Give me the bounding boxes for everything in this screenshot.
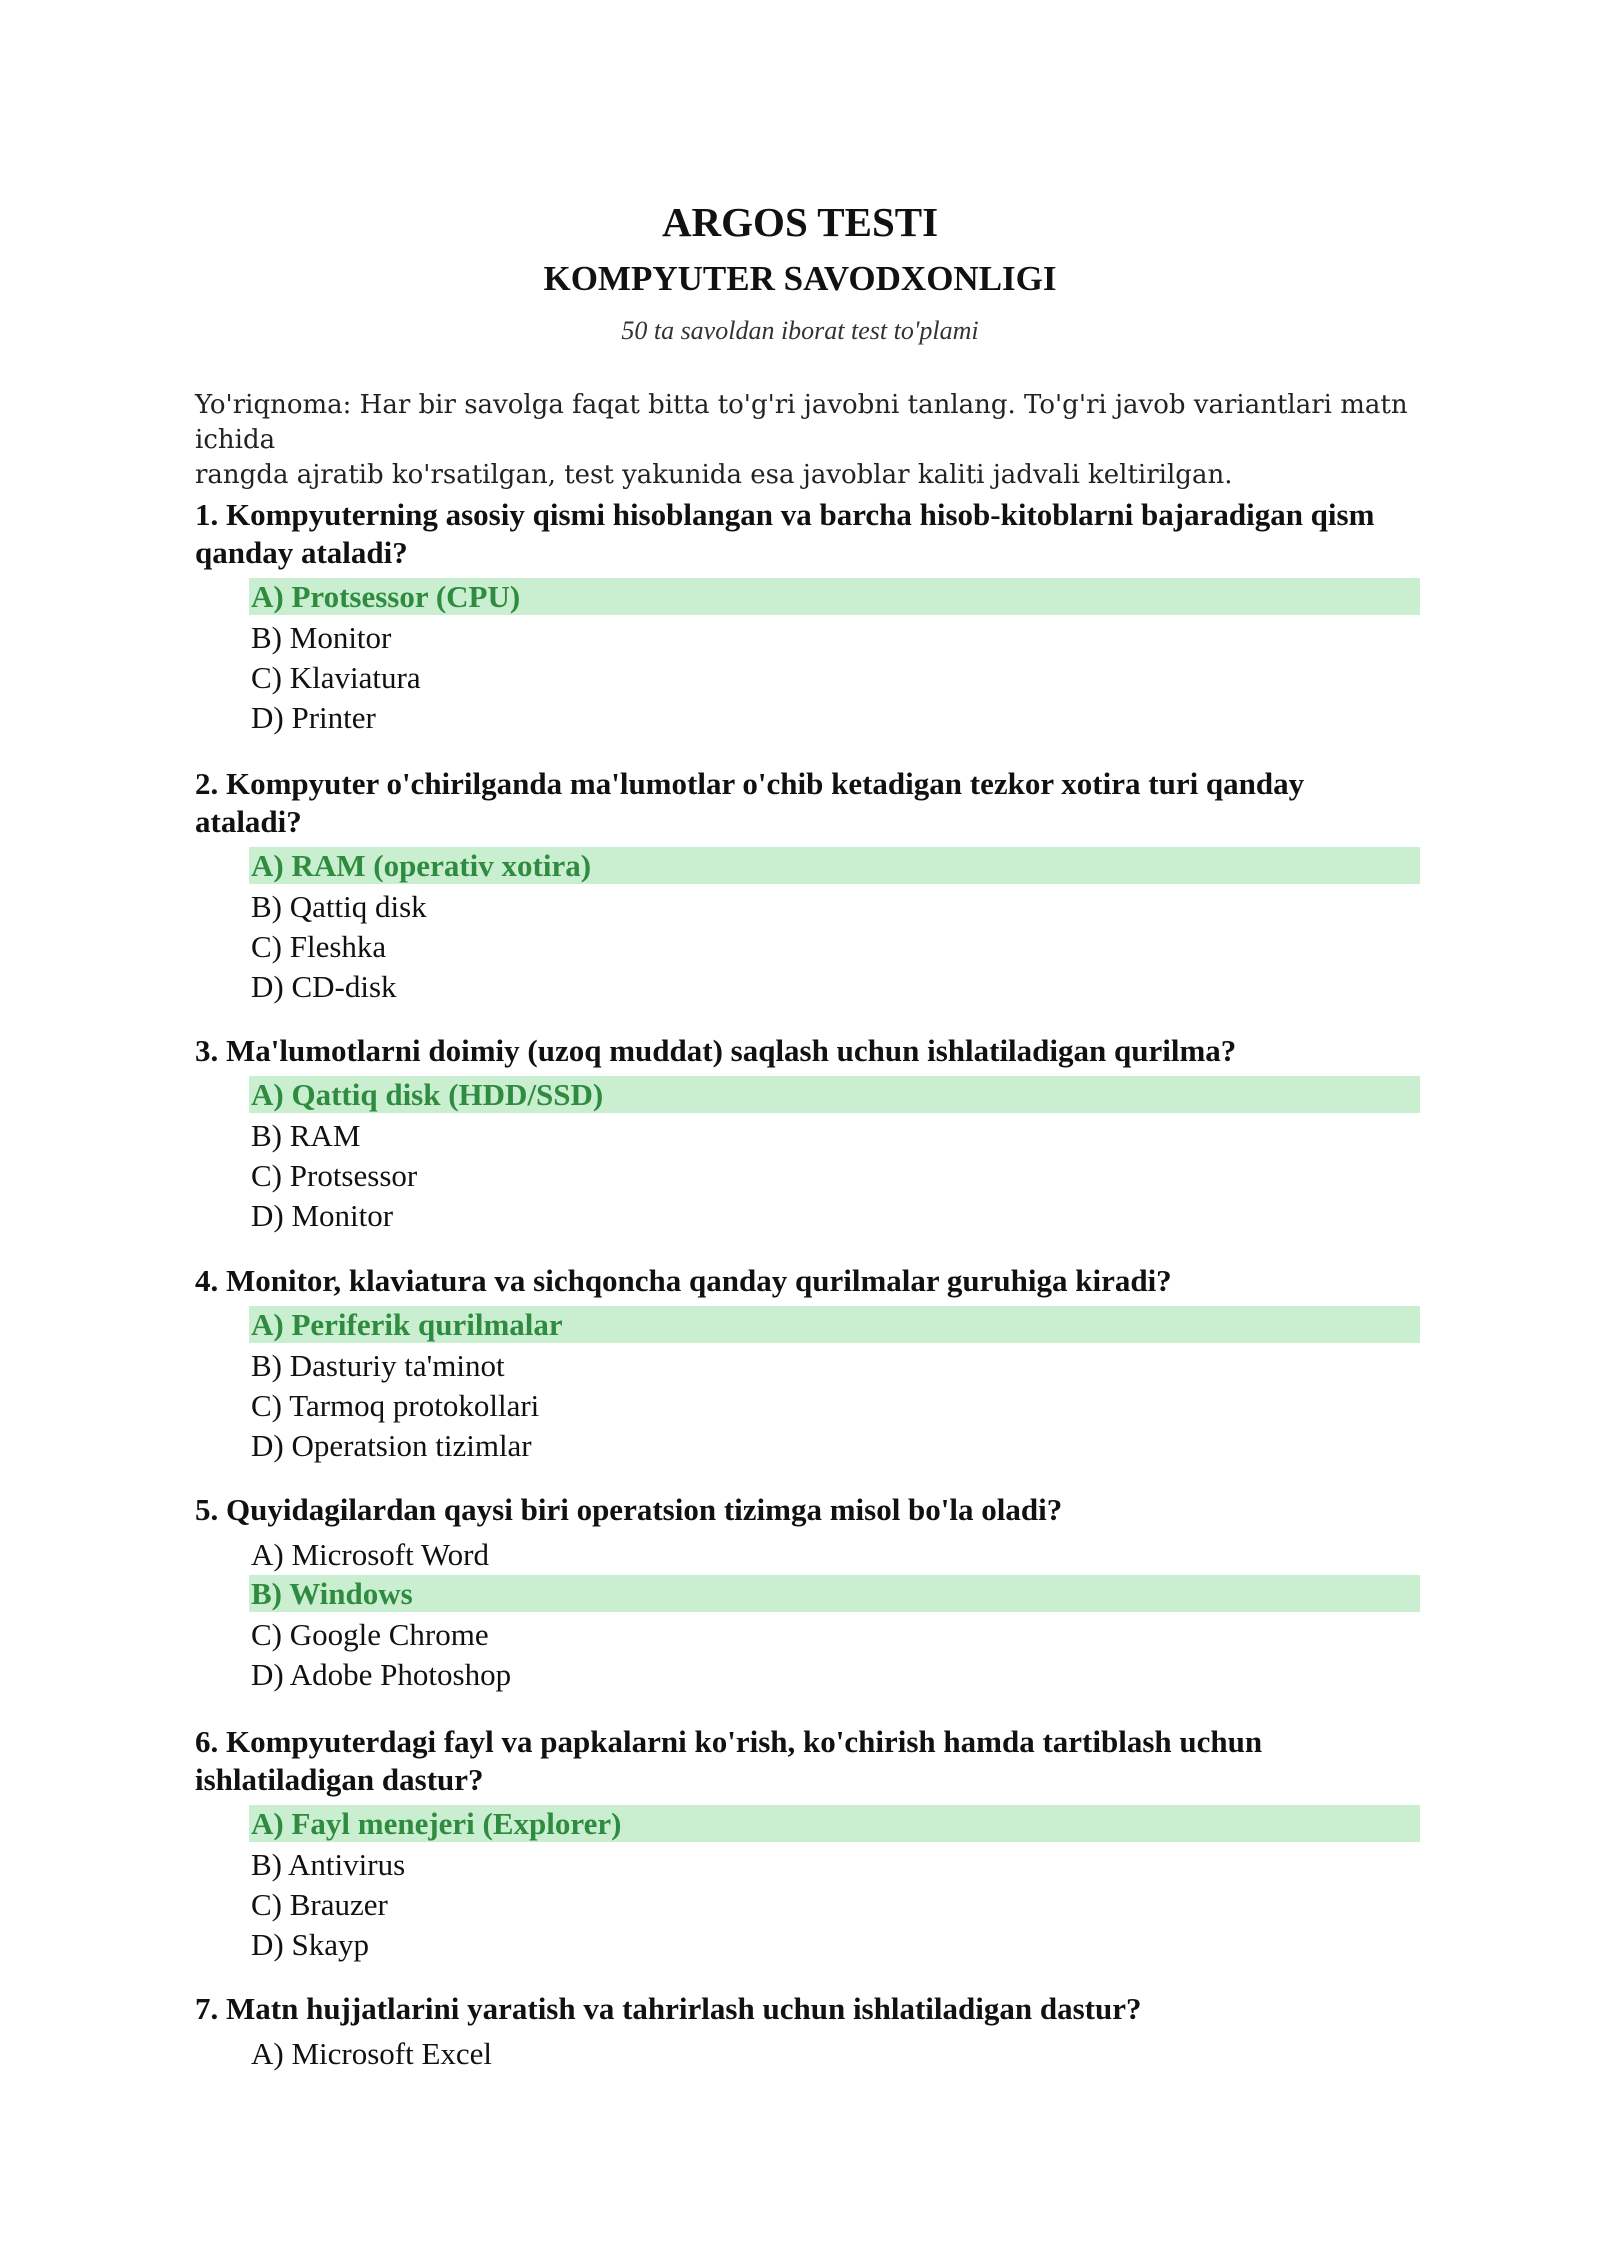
question-text: 1. Kompyuterning asosiy qismi hisoblangan va barcha hisob-kitoblarni bajaradigan qism qanday ataladi? [195, 497, 1375, 570]
answer-option[interactable]: D) Operatsion tizimlar [251, 1428, 532, 1463]
document-title: ARGOS TESTI [661, 199, 939, 245]
question-block [195, 1990, 1420, 2074]
question-text: 6. Kompyuterdagi fayl va papkalarni ko'rish, ko'chirish hamda tartiblash uchun ishlatiladigan dastur? [195, 1724, 1263, 1797]
question-text: 4. Monitor, klaviatura va sichqoncha qanday qurilmalar guruhiga kiradi? [195, 1263, 1172, 1298]
document-tagline: 50 ta savoldan iborat test to'plami [621, 316, 979, 345]
instruction-line: rangda ajratib ko'rsatilgan, test yakunida esa javoblar kaliti jadvali keltirilgan. [195, 460, 1233, 490]
answer-option[interactable]: D) Skayp [251, 1927, 369, 1962]
answer-option[interactable]: B) Dasturiy ta'minot [251, 1348, 505, 1383]
question-text: 3. Ma'lumotlarni doimiy (uzoq muddat) saqlash uchun ishlatiladigan qurilma? [195, 1033, 1237, 1068]
question-block [195, 1262, 1420, 1466]
answer-option[interactable]: D) Adobe Photoshop [251, 1657, 512, 1692]
answer-option[interactable]: B) RAM [251, 1118, 361, 1153]
question-block [195, 1491, 1420, 1695]
question-text: 7. Matn hujjatlarini yaratish va tahrirlash uchun ishlatiladigan dastur? [195, 1991, 1142, 2026]
document-subtitle: KOMPYUTER SAVODXONLIGI [543, 259, 1057, 298]
correct-answer-option[interactable]: A) RAM (operativ xotira) [249, 847, 1420, 884]
answer-option[interactable]: C) Protsessor [251, 1158, 418, 1193]
question-text: 5. Quyidagilardan qaysi biri operatsion tizimga misol bo'la oladi? [195, 1492, 1063, 1527]
answer-option[interactable]: B) Monitor [251, 620, 392, 655]
question-text: 2. Kompyuter o'chirilganda ma'lumotlar o'chib ketadigan tezkor xotira turi qanday ataladi? [195, 766, 1305, 839]
instruction-paragraph [195, 388, 1415, 493]
question-block [195, 496, 1420, 738]
question-block [195, 1723, 1420, 1965]
answer-option[interactable]: D) Printer [251, 700, 376, 735]
answer-option[interactable]: D) Monitor [251, 1198, 394, 1233]
correct-answer-option[interactable]: A) Protsessor (CPU) [249, 578, 1420, 615]
answer-option[interactable]: A) Microsoft Excel [251, 2036, 493, 2071]
question-block [195, 1032, 1420, 1236]
answer-option[interactable]: B) Qattiq disk [251, 889, 427, 924]
answer-option[interactable]: D) CD-disk [251, 969, 397, 1004]
answer-option[interactable]: A) Microsoft Word [251, 1537, 490, 1572]
answer-option[interactable]: B) Antivirus [251, 1847, 406, 1882]
question-block [195, 765, 1420, 1007]
answer-option[interactable]: C) Brauzer [251, 1887, 388, 1922]
answer-option[interactable]: C) Klaviatura [251, 660, 421, 695]
correct-answer-option[interactable]: A) Periferik qurilmalar [249, 1306, 1420, 1343]
answer-option[interactable]: C) Tarmoq protokollari [251, 1388, 540, 1423]
answer-option[interactable]: C) Fleshka [251, 929, 387, 964]
correct-answer-option[interactable]: B) Windows [249, 1575, 1420, 1612]
correct-answer-option[interactable]: A) Qattiq disk (HDD/SSD) [249, 1076, 1420, 1113]
correct-answer-option[interactable]: A) Fayl menejeri (Explorer) [249, 1805, 1420, 1842]
answer-option[interactable]: C) Google Chrome [251, 1617, 489, 1652]
instruction-line: Yo'riqnoma: Har bir savolga faqat bitta to'g'ri javobni tanlang. To'g'ri javob variantlari matn ichida [195, 390, 1408, 455]
